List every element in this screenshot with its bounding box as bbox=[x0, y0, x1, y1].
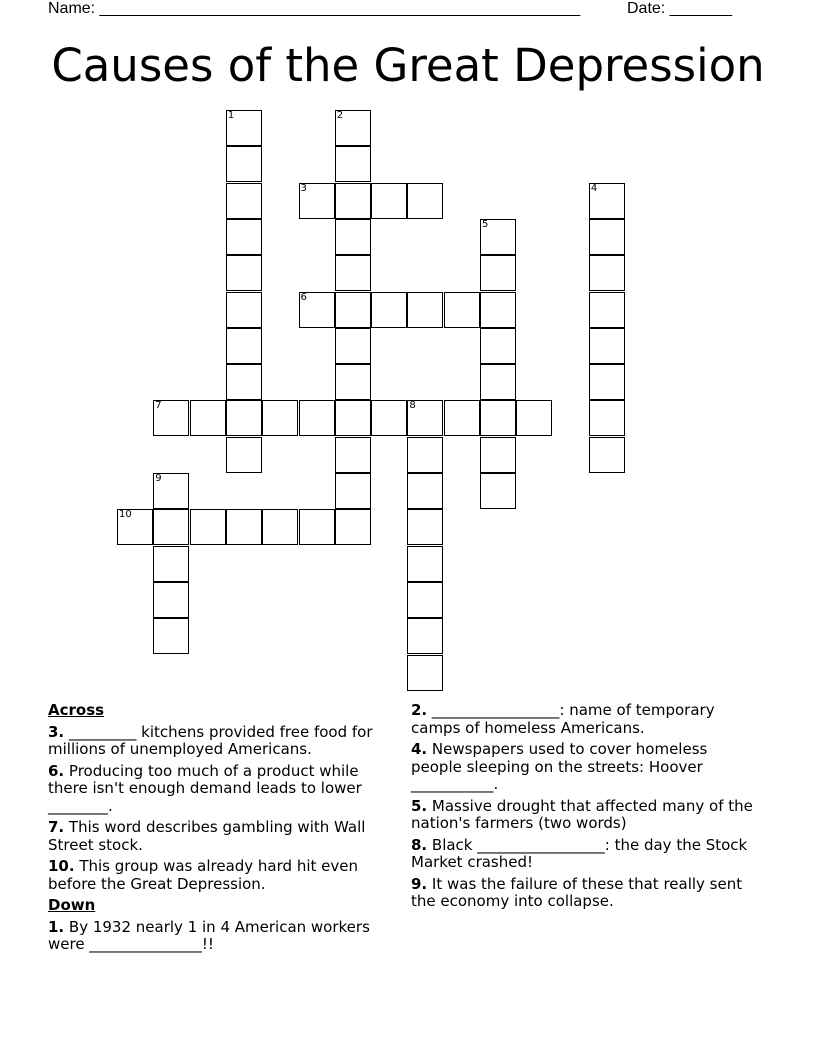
clue-text: _________________: name of temporary camps of homeless Americans. bbox=[411, 701, 715, 737]
crossword-cell[interactable] bbox=[480, 364, 516, 400]
crossword-cell[interactable] bbox=[226, 364, 262, 400]
cell-number: 1 bbox=[227, 110, 235, 121]
clue-number: 3. bbox=[48, 722, 65, 741]
crossword-cell[interactable] bbox=[407, 655, 443, 691]
clue-text: This word describes gambling with Wall Street stock. bbox=[48, 818, 366, 854]
crossword-cell[interactable] bbox=[480, 292, 516, 328]
crossword-cell[interactable] bbox=[226, 255, 262, 291]
clues-right-column bbox=[411, 702, 756, 915]
crossword-cell[interactable] bbox=[444, 292, 480, 328]
clue-down-2 bbox=[411, 702, 756, 737]
down-heading: Down bbox=[48, 896, 96, 914]
clue-across-10 bbox=[48, 858, 388, 893]
crossword-cell[interactable] bbox=[226, 146, 262, 182]
crossword-cell[interactable] bbox=[407, 546, 443, 582]
crossword-cell[interactable] bbox=[226, 219, 262, 255]
clues-left-column bbox=[48, 702, 388, 958]
crossword-cell[interactable] bbox=[226, 509, 262, 545]
clue-text: _________ kitchens provided free food for millions of unemployed Americans. bbox=[48, 722, 373, 758]
clue-number: 6. bbox=[48, 761, 65, 780]
clue-number: 1. bbox=[48, 917, 65, 936]
clue-across-6 bbox=[48, 763, 388, 816]
crossword-cell[interactable] bbox=[335, 292, 371, 328]
crossword-cell[interactable] bbox=[153, 400, 189, 436]
crossword-cell[interactable] bbox=[371, 400, 407, 436]
crossword-cell[interactable] bbox=[335, 400, 371, 436]
crossword-cell[interactable] bbox=[190, 400, 226, 436]
clue-text: It was the failure of these that really sent the economy into collapse. bbox=[411, 874, 743, 910]
clue-text: Massive drought that affected many of the nation's farmers (two words) bbox=[411, 796, 753, 832]
clue-text: By 1932 nearly 1 in 4 American workers were _______________!! bbox=[48, 917, 370, 953]
clue-down-9 bbox=[411, 876, 756, 911]
crossword-cell[interactable] bbox=[407, 437, 443, 473]
crossword-cell[interactable] bbox=[226, 110, 262, 146]
crossword-cell[interactable] bbox=[480, 255, 516, 291]
clue-number: 7. bbox=[48, 818, 65, 836]
crossword-cell[interactable] bbox=[407, 618, 443, 654]
cell-number: 9 bbox=[155, 473, 162, 484]
clue-number: 9. bbox=[411, 874, 428, 893]
crossword-cell[interactable] bbox=[335, 328, 371, 364]
crossword-cell[interactable] bbox=[299, 400, 335, 436]
crossword-cell[interactable] bbox=[190, 509, 226, 545]
crossword-cell[interactable] bbox=[153, 582, 189, 618]
crossword-cell[interactable] bbox=[407, 582, 443, 618]
name-field-label[interactable]: Name: ______________________________________________________ bbox=[48, 0, 581, 17]
crossword-cell[interactable] bbox=[589, 292, 625, 328]
cell-number: 8 bbox=[409, 400, 416, 412]
across-heading: Across bbox=[48, 701, 105, 719]
page-title: Causes of the Great Depression bbox=[51, 39, 765, 92]
clue-number: 8. bbox=[411, 835, 428, 854]
crossword-cell[interactable] bbox=[407, 509, 443, 545]
crossword-cell[interactable] bbox=[335, 509, 371, 545]
clue-text: Producing too much of a product while there isn't enough demand leads to lower ________. bbox=[48, 761, 362, 815]
crossword-cell[interactable] bbox=[153, 546, 189, 582]
crossword-cell[interactable] bbox=[589, 328, 625, 364]
crossword-cell[interactable] bbox=[226, 400, 262, 436]
crossword-cell[interactable] bbox=[299, 509, 335, 545]
clue-number: 2. bbox=[411, 701, 428, 719]
crossword-cell[interactable] bbox=[226, 328, 262, 364]
crossword-cell[interactable] bbox=[444, 400, 480, 436]
cell-number: 5 bbox=[482, 218, 489, 230]
crossword-cell[interactable] bbox=[480, 328, 516, 364]
crossword-cell[interactable] bbox=[407, 183, 443, 219]
cell-number: 7 bbox=[155, 400, 162, 412]
cell-number: 3 bbox=[300, 182, 307, 194]
cell-number: 4 bbox=[590, 182, 598, 194]
crossword-cell[interactable] bbox=[589, 183, 625, 219]
crossword-cell[interactable] bbox=[299, 183, 335, 219]
crossword-cell[interactable] bbox=[226, 292, 262, 328]
crossword-cell[interactable] bbox=[407, 473, 443, 509]
crossword-cell[interactable] bbox=[335, 364, 371, 400]
clue-text: Black _________________: the day the Stock Market crashed! bbox=[411, 835, 748, 871]
crossword-cell[interactable] bbox=[335, 146, 371, 182]
clue-down-4 bbox=[411, 741, 756, 794]
crossword-cell[interactable] bbox=[153, 473, 189, 509]
crossword-cell[interactable] bbox=[480, 219, 516, 255]
clue-down-5 bbox=[411, 798, 756, 833]
crossword-cell[interactable] bbox=[589, 400, 625, 436]
crossword-cell[interactable] bbox=[371, 292, 407, 328]
clue-down-8 bbox=[411, 837, 756, 872]
clue-number: 5. bbox=[411, 796, 428, 815]
clue-number: 4. bbox=[411, 740, 428, 758]
crossword-cell[interactable] bbox=[335, 437, 371, 473]
clue-text: Newspapers used to cover homeless people sleeping on the streets: Hoover ___________. bbox=[411, 740, 708, 793]
cell-number: 6 bbox=[300, 291, 307, 303]
clue-text: This group was already hard hit even before the Great Depression. bbox=[48, 857, 358, 893]
crossword-cell[interactable] bbox=[589, 364, 625, 400]
crossword-cell[interactable] bbox=[226, 183, 262, 219]
crossword-cell[interactable] bbox=[589, 437, 625, 473]
crossword-cell[interactable] bbox=[589, 219, 625, 255]
crossword-cell[interactable] bbox=[153, 618, 189, 654]
crossword-cell[interactable] bbox=[371, 183, 407, 219]
crossword-cell[interactable] bbox=[480, 437, 516, 473]
crossword-cell[interactable] bbox=[117, 509, 153, 545]
crossword-cell[interactable] bbox=[480, 400, 516, 436]
crossword-cell[interactable] bbox=[335, 183, 371, 219]
crossword-cell[interactable] bbox=[335, 255, 371, 291]
crossword-cell[interactable] bbox=[226, 437, 262, 473]
crossword-cell[interactable] bbox=[335, 110, 371, 146]
cell-number: 2 bbox=[336, 110, 344, 121]
crossword-cell[interactable] bbox=[262, 509, 298, 545]
crossword-cell[interactable] bbox=[516, 400, 552, 436]
crossword-cell[interactable] bbox=[299, 292, 335, 328]
clue-across-7 bbox=[48, 819, 388, 854]
cell-number: 10 bbox=[119, 509, 132, 521]
date-field-label[interactable]: Date: _______ bbox=[627, 0, 732, 17]
crossword-cell[interactable] bbox=[262, 400, 298, 436]
crossword-cell[interactable] bbox=[335, 219, 371, 255]
crossword-cell[interactable] bbox=[480, 473, 516, 509]
crossword-cell[interactable] bbox=[589, 255, 625, 291]
clue-number: 10. bbox=[48, 857, 75, 875]
clue-down-1 bbox=[48, 919, 388, 954]
crossword-cell[interactable] bbox=[407, 400, 443, 436]
crossword-cell[interactable] bbox=[153, 509, 189, 545]
crossword-cell[interactable] bbox=[335, 473, 371, 509]
crossword-cell[interactable] bbox=[407, 292, 443, 328]
clue-across-3 bbox=[48, 724, 388, 759]
